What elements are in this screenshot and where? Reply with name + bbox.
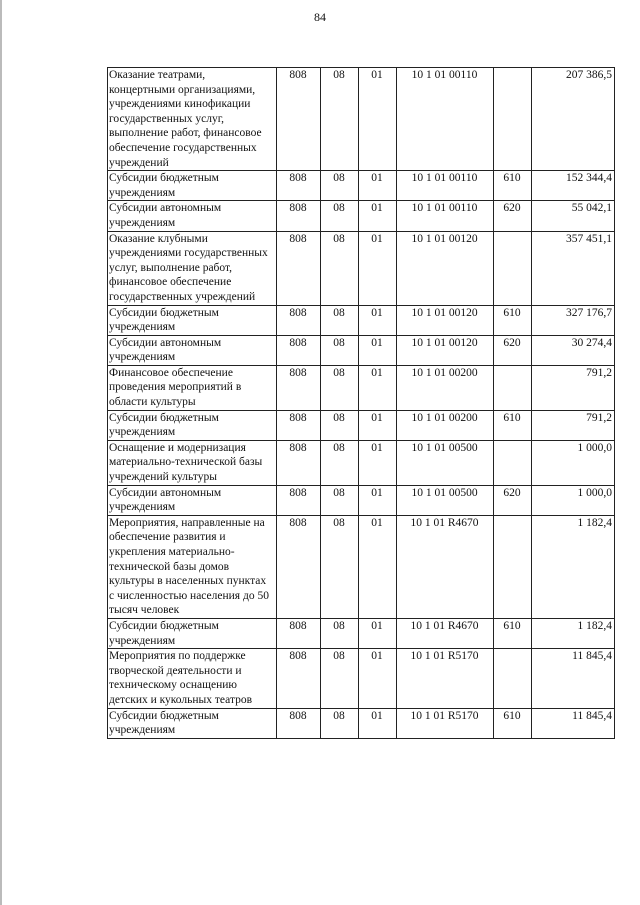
target-article-cell: 10 1 01 00200: [397, 410, 494, 440]
amount-cell: 327 176,7: [532, 305, 615, 335]
expense-type-cell: 610: [494, 708, 532, 738]
amount-cell: 1 182,4: [532, 618, 615, 648]
amount-cell: 791,2: [532, 365, 615, 410]
expense-type-cell: [494, 440, 532, 485]
table-row: [108, 231, 615, 305]
expense-type-cell: [494, 515, 532, 618]
scan-edge: [0, 0, 2, 905]
row-name-cell: Субсидии автономным учреждениям: [108, 485, 277, 515]
ministry-code-cell: 808: [277, 305, 321, 335]
subsection-code-cell: 01: [359, 305, 397, 335]
expense-type-cell: 610: [494, 305, 532, 335]
row-name-cell: Субсидии бюджетным учреждениям: [108, 708, 277, 738]
table-row: [108, 515, 615, 618]
table-row: [108, 708, 615, 738]
row-name-cell: Субсидии бюджетным учреждениям: [108, 618, 277, 648]
section-code-cell: 08: [321, 410, 359, 440]
expense-type-cell: 610: [494, 171, 532, 201]
target-article-cell: 10 1 01 00500: [397, 485, 494, 515]
ministry-code-cell: 808: [277, 440, 321, 485]
ministry-code-cell: 808: [277, 708, 321, 738]
table-row: [108, 440, 615, 485]
target-article-cell: 10 1 01 00200: [397, 365, 494, 410]
section-code-cell: 08: [321, 618, 359, 648]
amount-cell: 1 000,0: [532, 440, 615, 485]
amount-cell: 1 000,0: [532, 485, 615, 515]
subsection-code-cell: 01: [359, 410, 397, 440]
subsection-code-cell: 01: [359, 365, 397, 410]
section-code-cell: 08: [321, 440, 359, 485]
amount-cell: 11 845,4: [532, 649, 615, 708]
section-code-cell: 08: [321, 515, 359, 618]
section-code-cell: 08: [321, 485, 359, 515]
section-code-cell: 08: [321, 68, 359, 171]
target-article-cell: 10 1 01 00120: [397, 305, 494, 335]
row-name-cell: Субсидии бюджетным учреждениям: [108, 410, 277, 440]
target-article-cell: 10 1 01 00500: [397, 440, 494, 485]
expense-type-cell: 610: [494, 410, 532, 440]
section-code-cell: 08: [321, 305, 359, 335]
target-article-cell: 10 1 01 R5170: [397, 708, 494, 738]
amount-cell: 11 845,4: [532, 708, 615, 738]
amount-cell: 152 344,4: [532, 171, 615, 201]
table-body: [108, 68, 615, 739]
row-name-cell: Субсидии бюджетным учреждениям: [108, 305, 277, 335]
row-name-cell: Оказание театрами, концертными организациями, учреждениями кинофикации государственных услуг, выполнение работ, финансовое обеспечение государственных учреждений: [108, 68, 277, 171]
subsection-code-cell: 01: [359, 485, 397, 515]
target-article-cell: 10 1 01 00120: [397, 335, 494, 365]
table-row: [108, 335, 615, 365]
table-row: [108, 410, 615, 440]
subsection-code-cell: 01: [359, 618, 397, 648]
ministry-code-cell: 808: [277, 171, 321, 201]
row-name-cell: Субсидии бюджетным учреждениям: [108, 171, 277, 201]
amount-cell: 30 274,4: [532, 335, 615, 365]
row-name-cell: Субсидии автономным учреждениям: [108, 201, 277, 231]
ministry-code-cell: 808: [277, 201, 321, 231]
row-name-cell: Мероприятия по поддержке творческой деятельности и техническому оснащению детских и кукольных театров: [108, 649, 277, 708]
amount-cell: 55 042,1: [532, 201, 615, 231]
table-row: [108, 201, 615, 231]
table-row: [108, 618, 615, 648]
budget-table: [107, 67, 615, 739]
subsection-code-cell: 01: [359, 201, 397, 231]
expense-type-cell: [494, 68, 532, 171]
table-row: [108, 68, 615, 171]
expense-type-cell: 620: [494, 485, 532, 515]
amount-cell: 1 182,4: [532, 515, 615, 618]
target-article-cell: 10 1 01 00120: [397, 231, 494, 305]
subsection-code-cell: 01: [359, 440, 397, 485]
expense-type-cell: [494, 365, 532, 410]
target-article-cell: 10 1 01 R4670: [397, 618, 494, 648]
ministry-code-cell: 808: [277, 515, 321, 618]
subsection-code-cell: 01: [359, 335, 397, 365]
subsection-code-cell: 01: [359, 515, 397, 618]
amount-cell: 791,2: [532, 410, 615, 440]
row-name-cell: Оснащение и модернизация материально-технической базы учреждений культуры: [108, 440, 277, 485]
ministry-code-cell: 808: [277, 618, 321, 648]
table-row: [108, 365, 615, 410]
section-code-cell: 08: [321, 201, 359, 231]
ministry-code-cell: 808: [277, 410, 321, 440]
section-code-cell: 08: [321, 335, 359, 365]
ministry-code-cell: 808: [277, 68, 321, 171]
section-code-cell: 08: [321, 365, 359, 410]
section-code-cell: 08: [321, 231, 359, 305]
section-code-cell: 08: [321, 171, 359, 201]
subsection-code-cell: 01: [359, 708, 397, 738]
expense-type-cell: 620: [494, 201, 532, 231]
subsection-code-cell: 01: [359, 171, 397, 201]
target-article-cell: 10 1 01 R5170: [397, 649, 494, 708]
ministry-code-cell: 808: [277, 485, 321, 515]
amount-cell: 207 386,5: [532, 68, 615, 171]
row-name-cell: Оказание клубными учреждениями государственных услуг, выполнение работ, финансовое обеспечение государственных учреждений: [108, 231, 277, 305]
target-article-cell: 10 1 01 R4670: [397, 515, 494, 618]
subsection-code-cell: 01: [359, 68, 397, 171]
row-name-cell: Субсидии автономным учреждениям: [108, 335, 277, 365]
table-row: [108, 171, 615, 201]
table-row: [108, 305, 615, 335]
subsection-code-cell: 01: [359, 649, 397, 708]
expense-type-cell: 610: [494, 618, 532, 648]
subsection-code-cell: 01: [359, 231, 397, 305]
expense-type-cell: [494, 231, 532, 305]
ministry-code-cell: 808: [277, 335, 321, 365]
page-number: 84: [314, 10, 326, 24]
ministry-code-cell: 808: [277, 365, 321, 410]
target-article-cell: 10 1 01 00110: [397, 171, 494, 201]
section-code-cell: 08: [321, 708, 359, 738]
expense-type-cell: 620: [494, 335, 532, 365]
ministry-code-cell: 808: [277, 649, 321, 708]
expense-type-cell: [494, 649, 532, 708]
row-name-cell: Мероприятия, направленные на обеспечение развития и укрепления материально-технической базы домов культуры в населенных пунктах с численностью населения до 50 тысяч человек: [108, 515, 277, 618]
table-row: [108, 485, 615, 515]
target-article-cell: 10 1 01 00110: [397, 201, 494, 231]
target-article-cell: 10 1 01 00110: [397, 68, 494, 171]
amount-cell: 357 451,1: [532, 231, 615, 305]
row-name-cell: Финансовое обеспечение проведения мероприятий в области культуры: [108, 365, 277, 410]
section-code-cell: 08: [321, 649, 359, 708]
table-row: [108, 649, 615, 708]
ministry-code-cell: 808: [277, 231, 321, 305]
